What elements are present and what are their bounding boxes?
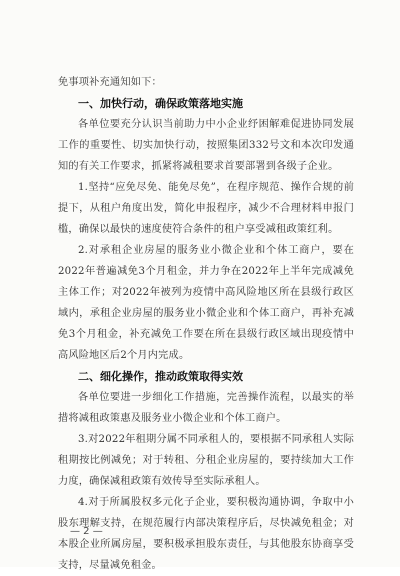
paragraph: 2.对承租企业房屋的服务业小微企业和个体工商户，要在2022年普遍减免3个月租金，并力争在2022年上半年完成减免主体工作；对2022年被列为疫情中高风险地区所在县级行政区域内，承租企业房屋的服务业小微企业和个体工商户，再补充减免3个月租金，补充减免工作要在所在县级行政区域出现疫情中高风险地区后2个月内完成。 [58, 245, 354, 361]
paragraph: 3.对2022年租期分属不同承租人的，要根据不同承租人实际租期按比例减免；对于转租、分租企业房屋的，要持续加大工作力度，确保减租政策有效传导至实际承租人。 [58, 434, 354, 487]
section-heading-2: 二、细化操作，推动政策取得实效 [78, 370, 243, 383]
page-number: — 2 — [70, 526, 103, 537]
paragraph: 各单位要充分认识当前助力中小企业纾困解难促进协同发展工作的重要性、切实加快行动，按照集团332号文和本次印发通知的有关工作要求，抓紧将减租要求首要部署到各级子企业。 [58, 119, 354, 172]
paragraph: 1.坚持“应免尽免、能免尽免”，在程序规范、操作合规的前提下，从租户角度出发，简化申报程序，减少不合理材料申报门槛，确保以最快的速度使符合条件的租户享受减租政策红利。 [58, 182, 354, 235]
document-body [58, 72, 354, 576]
paragraph: 4.对于所属股权多元化子企业，要积极沟通协调，争取中小股东理解支持，在规范履行内部决策程序后，尽快减免租金；对本股企业所属房屋，要积极承担股东责任，与其他股东协商享受支持，尽量减免租金。 [58, 497, 354, 571]
section-heading-1: 一、加快行动，确保政策落地实施 [78, 97, 243, 110]
paragraph: 各单位要进一步细化工作措施，完善操作流程，以最实的举措将减租政策惠及服务业小微企业和个体工商户。 [58, 392, 354, 424]
intro-line: 免事项补充通知如下： [58, 77, 162, 88]
